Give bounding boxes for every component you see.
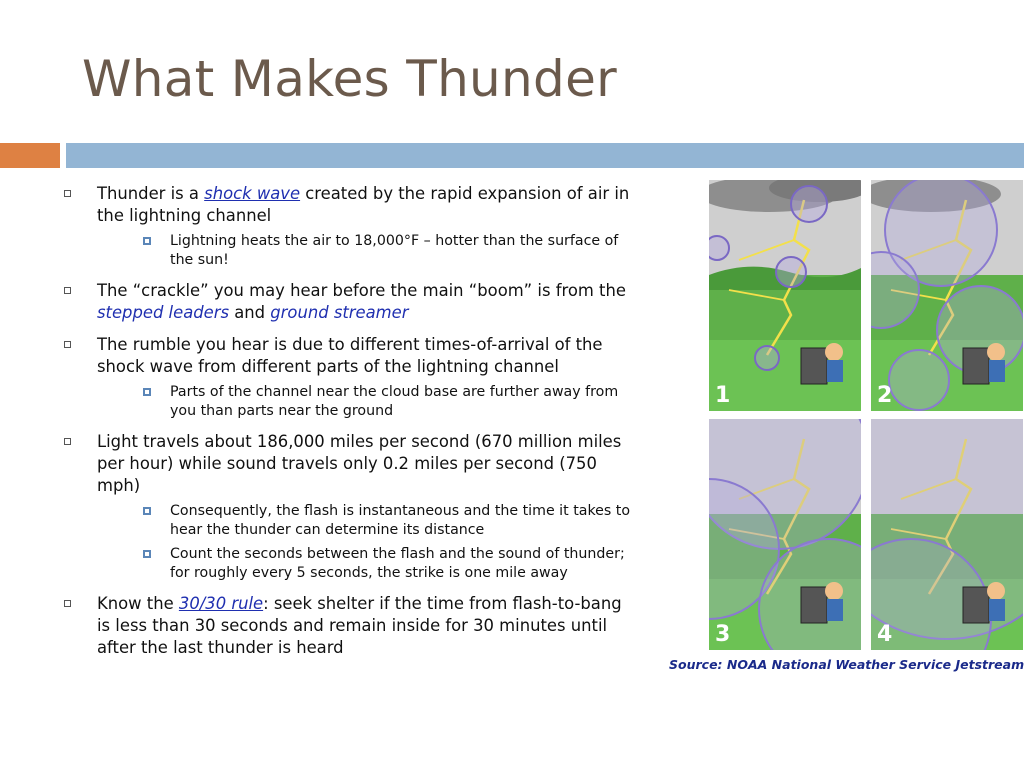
30-30-rule-link[interactable]: 30/30 rule [178,594,264,613]
sub-bullet-count-seconds [97,545,638,583]
filled-square-bullet-icon [143,550,151,558]
sub-bullet-heat [97,232,638,270]
sub-bullet-text: Count the seconds between the flash and the sound of thunder; for roughly every 5 seconds, the strike is one mile away [170,546,625,581]
sub-bullet-text: Parts of the channel near the cloud base are further away from you than parts near the ground [170,384,619,419]
square-bullet-icon [64,341,71,348]
square-bullet-icon [64,600,71,607]
panel-number-3: 3 [715,622,731,647]
bullet-text: Know the [97,594,179,613]
panel-number-1: 1 [715,383,731,408]
square-bullet-icon [64,190,71,197]
bullet-rumble [60,334,638,421]
bullet-text: Light travels about 186,000 miles per second (670 million miles per hour) while sound travels only 0.2 miles per second (750 mph) [97,432,622,495]
sub-bullet-text: Consequently, the flash is instantaneous and the time it takes to hear the thunder can determine its distance [170,503,631,538]
bullet-crackle [60,280,638,324]
ground-streamer-term: ground streamer [270,303,409,322]
bullet-text: The “crackle” you may hear before the main “boom” is from the [97,281,626,300]
slide-title: What Makes Thunder [82,50,617,108]
bullet-list [60,183,638,669]
bullet-text: The rumble you hear is due to different times-of-arrival of the shock wave from different parts of the lightning channel [97,335,603,376]
title-accent-bar-orange [0,143,60,168]
sub-bullet-cloud-base [97,383,638,421]
panel-4 [871,419,1023,650]
shock-wave-illustration [709,180,1024,650]
panel-2 [871,180,1023,411]
stepped-leaders-term: stepped leaders [97,303,230,322]
bullet-30-30-rule [60,593,638,659]
bullet-text: and [229,303,271,322]
bullet-text: created by the rapid expansion of air in the lightning channel [97,184,630,225]
figure-caption: Source: NOAA National Weather Service Jetstream [669,657,1024,672]
panel-number-2: 2 [877,383,893,408]
bullet-light-speed [60,431,638,583]
square-bullet-icon [64,287,71,294]
panel-3 [709,419,861,650]
filled-square-bullet-icon [143,507,151,515]
bullet-text: Thunder is a [97,184,205,203]
bullet-text: : seek shelter if the time from flash-to-bang is less than 30 seconds and remain inside for 30 minutes until after the last thunder is heard [97,594,622,657]
shock-wave-link[interactable]: shock wave [204,184,301,203]
bullet-shock-wave [60,183,638,270]
filled-square-bullet-icon [143,388,151,396]
sub-bullet-instantaneous [97,502,638,540]
filled-square-bullet-icon [143,237,151,245]
panel-number-4: 4 [877,622,893,647]
title-accent-bar-blue [66,143,1024,168]
square-bullet-icon [64,438,71,445]
sub-bullet-text: Lightning heats the air to 18,000°F – hotter than the surface of the sun! [170,233,619,268]
panel-1 [709,180,861,411]
